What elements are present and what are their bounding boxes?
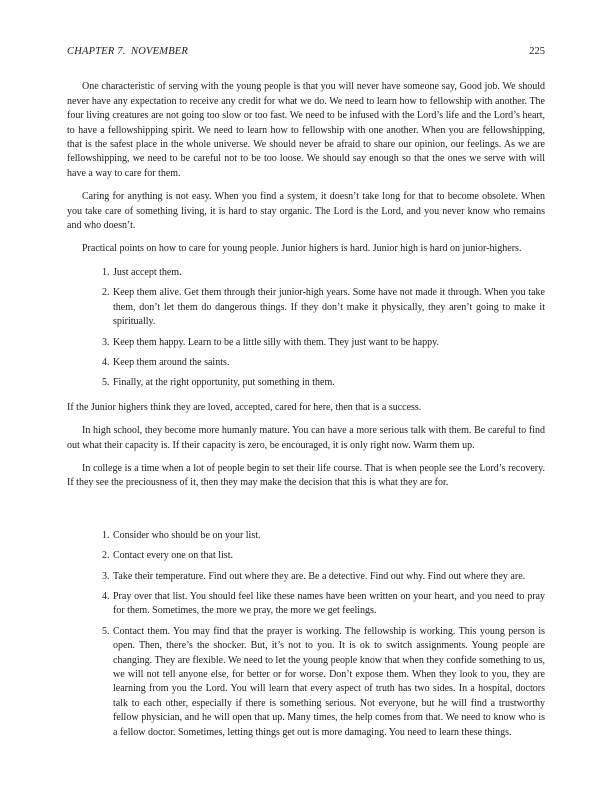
practical-points-list	[67, 266, 545, 391]
list-item: 4. Pray over that list. You should feel like these names have been written on your heart, and you need to pray for them. Sometimes, the more we pray, the more we get feelings.	[112, 590, 545, 619]
list-item: 3. Keep them happy. Learn to be a little silly with them. They just want to be happy.	[112, 336, 545, 350]
page-number: 225	[529, 46, 545, 57]
paragraph-caring-not-easy: Caring for anything is not easy. When you find a system, it doesn’t take long for that to become obsolete. When you take care of something living, it is hard to stay organic. The Lord is the Lord, and you never know who remains and who doesn’t.	[67, 191, 545, 232]
page-header	[67, 45, 545, 59]
list-item: 1. Consider who should be on your list.	[112, 529, 545, 543]
paragraph-high-school: In high school, they become more humanly mature. You can have a more serious talk with them. Be careful to find out what their capacity is. If their capacity is zero, be encouraged, it is only right now. Warm them up.	[67, 425, 545, 451]
paragraph-junior-highers-success: If the Junior highers think they are loved, accepted, cared for here, then that is a success.	[67, 401, 422, 413]
page-body	[67, 80, 545, 740]
running-head: CHAPTER 7. NOVEMBER	[67, 46, 189, 57]
list-item: 5. Contact them. You may find that the prayer is working. The fellowship is working. This young person is open. Then, there’s the shocker. But, it’s not to you. It is ok to switch assignments. Young people are changing. They are flexible. We need to let the young people know that when they confide something to us, we will not tell anyone else, for better or for worse. Don’t expose them. When they look to you, they are learning from you the Lord. You will learn that every aspect of truth has two sides. In a hospital, doctors talk to each other, especially if there is something serious. Not everyone, but he will find a trustworthy fellow physician, and he will open that up. Many times, the help comes from that. We need to know who is a fellow doctor. Sometimes, letting things get out is more damaging. You need to learn these things.	[112, 625, 545, 740]
list-item: 1. Just accept them.	[112, 266, 545, 280]
list-item: 5. Finally, at the right opportunity, put something in them.	[112, 376, 545, 390]
contact-list	[67, 529, 545, 740]
list-item: 2. Contact every one on that list.	[112, 549, 545, 563]
paragraph-college: In college is a time when a lot of people begin to set their life course. That is when people see the Lord’s recovery. If they see the preciousness of it, then they may make the decision that this is what they are for.	[67, 462, 545, 489]
paragraph-serving-young-people: One characteristic of serving with the young people is that you will never have someone say, Good job. We should never have any expectation to receive any credit for what we do. We need to learn how to fellowship with another. The four living creatures are not going too slow or too fast. We need to be infused with the Lord’s life and the Lord’s heart, to have a fellowshipping spirit. We need to learn how to fellowship with one another. When you are fellowshipping, that is the safest place in the whole universe. We should never be afraid to share our opinion, our feelings. As we are fellowshipping, we need to be careful not to be too loose. We should say enough so that the ones we serve with will have a way to care for them.	[67, 81, 545, 179]
paragraph-practical-points-intro: Practical points on how to care for young people. Junior highers is hard. Junior high is hard on junior-highers.	[82, 243, 522, 255]
list-item: 4. Keep them around the saints.	[112, 356, 545, 370]
list-item: 2. Keep them alive. Get them through their junior-high years. Some have not made it through. When you take them, don’t let them do dangerous things. If they don’t make it physically, they aren’t going to make it spiritually.	[112, 286, 545, 329]
list-item: 3. Take their temperature. Find out where they are. Be a detective. Find out why. Find out where they are.	[112, 570, 545, 584]
